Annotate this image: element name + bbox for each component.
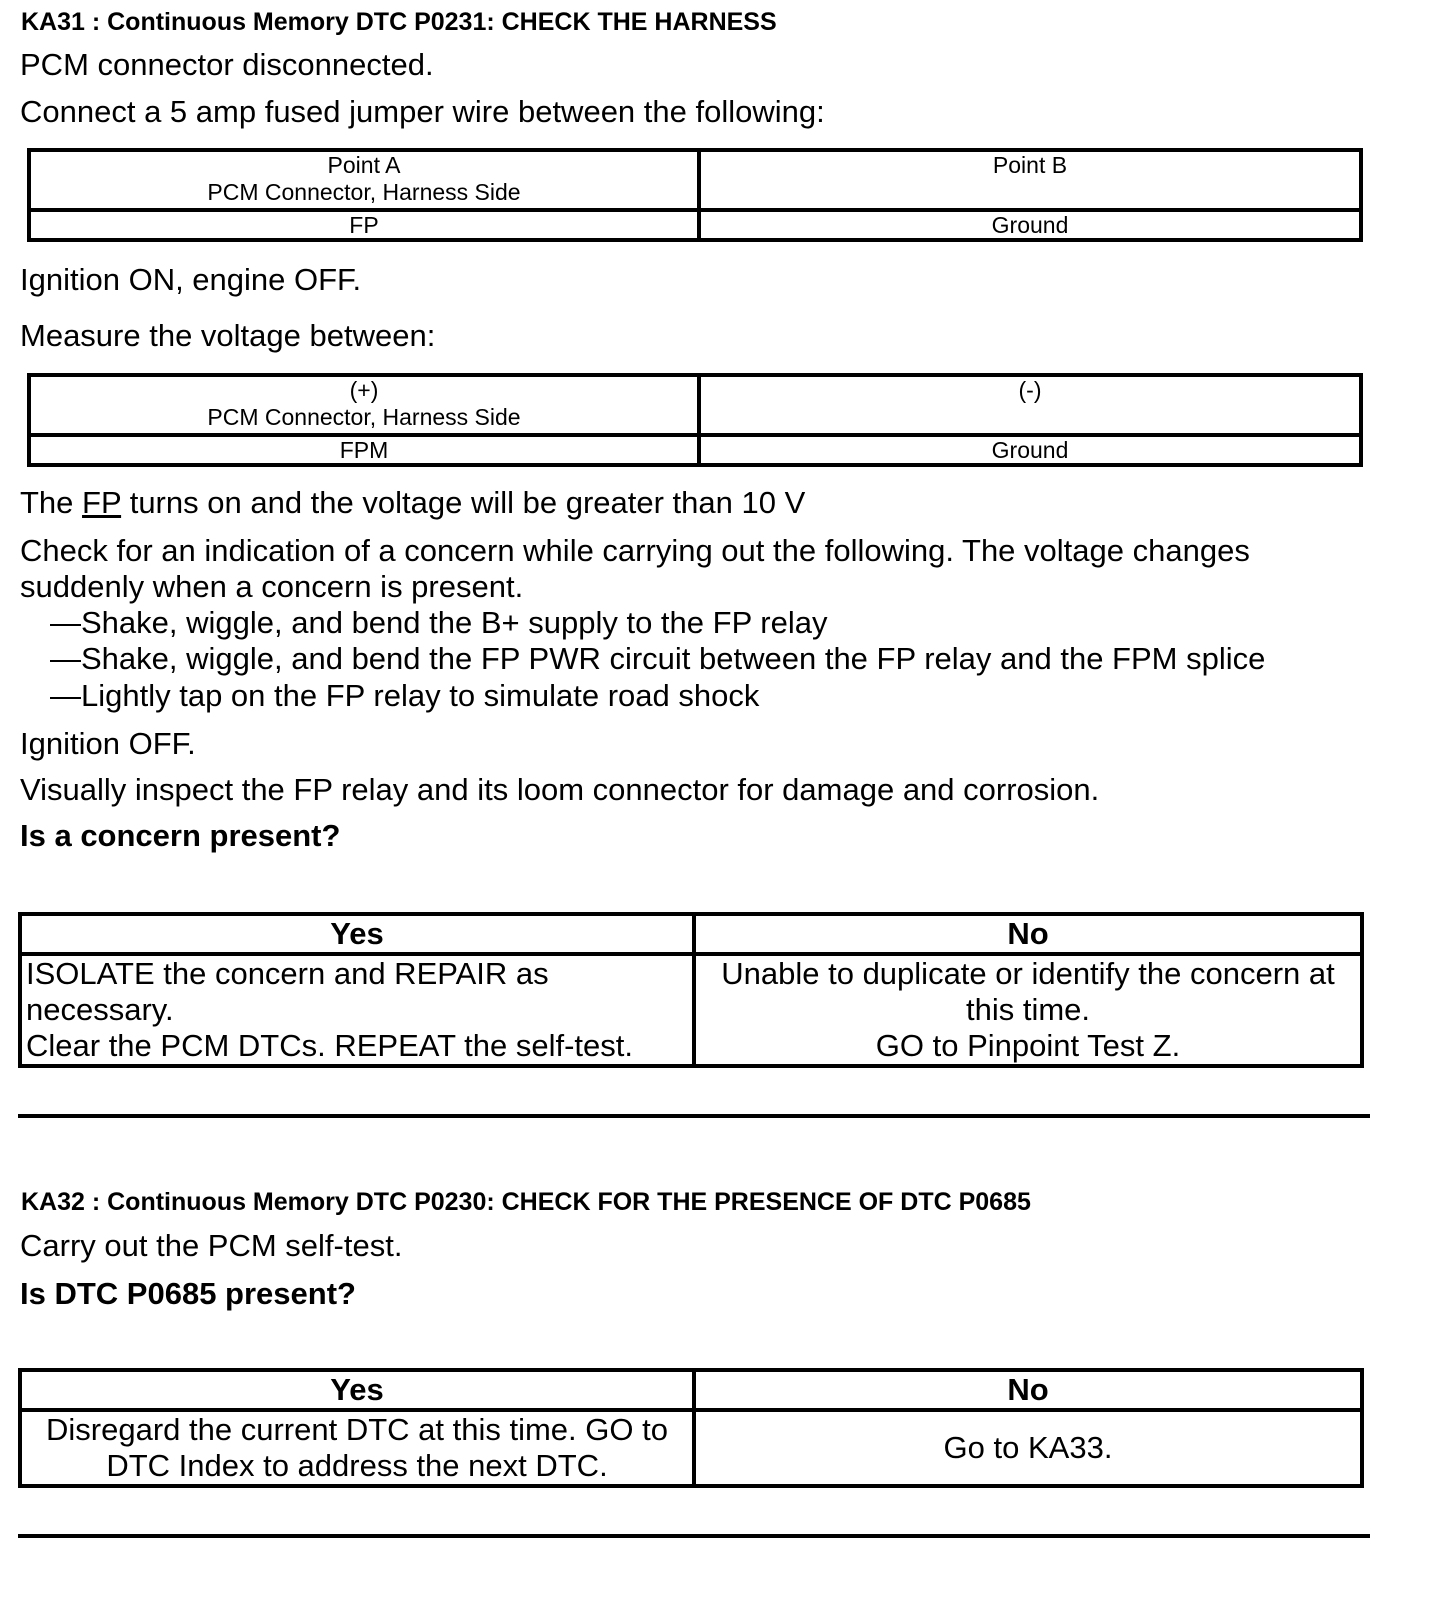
point-a-label: Point A	[327, 152, 401, 178]
yes-header: Yes	[20, 1370, 694, 1410]
jumper-value-a: FP	[29, 210, 699, 240]
voltage-col-negative: (-)	[699, 375, 1361, 435]
ka31-step-inspect: Visually inspect the FP relay and its loom connector for damage and corrosion.	[20, 772, 1100, 807]
ka32-answer-table	[18, 1368, 1364, 1488]
no-action-line: this time.	[965, 992, 1091, 1027]
ka31-check-line-1: Check for an indication of a concern while carrying out the following. The voltage changes	[20, 533, 1250, 568]
ka31-bullet-item: —Shake, wiggle, and bend the B+ supply to the FP relay	[50, 605, 828, 640]
ka31-expected-result	[20, 485, 805, 521]
ka31-step-measure: Measure the voltage between:	[20, 318, 436, 353]
point-a-sub-label: PCM Connector, Harness Side	[207, 179, 521, 205]
jumper-col-point-a	[29, 150, 699, 210]
ka32-heading: KA32 : Continuous Memory DTC P0230: CHECK FOR THE PRESENCE OF DTC P0685	[21, 1188, 1031, 1216]
ka31-step-ignition-on: Ignition ON, engine OFF.	[20, 262, 362, 297]
yes-action-line: DTC Index to address the next DTC.	[106, 1448, 608, 1483]
ka31-step-jumper: Connect a 5 amp fused jumper wire between the following:	[20, 94, 825, 129]
no-header: No	[694, 914, 1362, 954]
jumper-col-point-b: Point B	[699, 150, 1361, 210]
no-action-line: GO to Pinpoint Test Z.	[875, 1028, 1181, 1063]
jumper-points-table	[27, 148, 1363, 242]
ka31-check-line-2: suddenly when a concern is present.	[20, 569, 524, 604]
yes-action-line: Clear the PCM DTCs. REPEAT the self-test.	[26, 1028, 633, 1063]
no-action: Go to KA33.	[694, 1410, 1362, 1486]
voltage-points-table	[27, 373, 1363, 467]
yes-action-line: necessary.	[26, 992, 174, 1027]
ka31-question: Is a concern present?	[20, 818, 341, 853]
ka31-answer-table	[18, 912, 1364, 1068]
voltage-col-positive	[29, 375, 699, 435]
yes-header: Yes	[20, 914, 694, 954]
voltage-value-negative: Ground	[699, 435, 1361, 465]
result-suffix: turns on and the voltage will be greater than 10 V	[121, 485, 806, 520]
positive-label: (+)	[349, 377, 379, 403]
ka31-step-disconnect: PCM connector disconnected.	[20, 47, 434, 82]
voltage-value-positive: FPM	[29, 435, 699, 465]
ka32-question: Is DTC P0685 present?	[20, 1276, 356, 1311]
yes-action	[20, 1410, 694, 1486]
section-divider	[18, 1534, 1370, 1538]
yes-action-line: ISOLATE the concern and REPAIR as	[26, 956, 549, 991]
yes-action	[20, 954, 694, 1066]
ka31-bullet-item: —Shake, wiggle, and bend the FP PWR circuit between the FP relay and the FPM splice	[50, 641, 1266, 676]
ka31-bullet-item: —Lightly tap on the FP relay to simulate road shock	[50, 678, 760, 713]
ka31-step-ignition-off: Ignition OFF.	[20, 726, 196, 761]
ka32-step-self-test: Carry out the PCM self-test.	[20, 1228, 403, 1263]
fp-abbreviation: FP	[82, 485, 122, 520]
no-header: No	[694, 1370, 1362, 1410]
positive-sub-label: PCM Connector, Harness Side	[207, 404, 521, 430]
ka31-heading: KA31 : Continuous Memory DTC P0231: CHECK THE HARNESS	[21, 8, 777, 36]
section-divider	[18, 1114, 1370, 1118]
no-action	[694, 954, 1362, 1066]
yes-action-line: Disregard the current DTC at this time. GO to	[46, 1412, 668, 1447]
result-prefix: The	[20, 485, 83, 520]
jumper-value-b: Ground	[699, 210, 1361, 240]
no-action-line: Unable to duplicate or identify the concern at	[721, 956, 1335, 991]
